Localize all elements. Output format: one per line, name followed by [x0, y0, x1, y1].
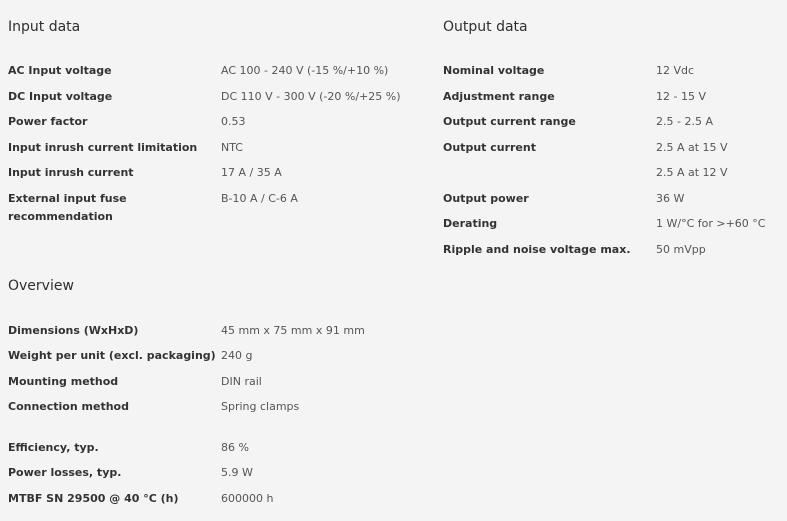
row-label: Derating	[443, 217, 498, 230]
row-label: Mounting method	[8, 375, 119, 388]
row-label: Power losses, typ.	[8, 466, 122, 479]
row-value: 2.5 - 2.5 A	[656, 115, 713, 128]
row-label: recommendation	[8, 210, 113, 223]
row-label: AC Input voltage	[8, 64, 112, 77]
row-value: Spring clamps	[221, 400, 300, 413]
row-label: Nominal voltage	[443, 64, 545, 77]
row-value: 36 W	[656, 192, 685, 205]
row-value: 0.53	[221, 115, 246, 128]
row-value: NTC	[221, 141, 243, 154]
row-value: 12 Vdc	[656, 64, 695, 77]
row-value: DIN rail	[221, 375, 262, 388]
row-label: Power factor	[8, 115, 88, 128]
row-value: 1 W/°C for >+60 °C	[656, 217, 766, 230]
row-value: 12 - 15 V	[656, 90, 706, 103]
row-label: Weight per unit (excl. packaging)	[8, 349, 216, 362]
row-value: 600000 h	[221, 492, 274, 505]
row-label: Adjustment range	[443, 90, 555, 103]
row-label: Output power	[443, 192, 529, 205]
output-data-title: Output data	[443, 19, 528, 35]
overview-title: Overview	[8, 278, 74, 294]
input-data-title: Input data	[8, 19, 81, 35]
row-value: 45 mm x 75 mm x 91 mm	[221, 324, 365, 337]
row-value: 2.5 A at 12 V	[656, 166, 728, 179]
row-value: 240 g	[221, 349, 253, 362]
row-label: Input inrush current limitation	[8, 141, 198, 154]
row-label: Output current range	[443, 115, 576, 128]
row-value: 17 A / 35 A	[221, 166, 282, 179]
row-value: DC 110 V - 300 V (-20 %/+25 %)	[221, 90, 401, 103]
row-value: 2.5 A at 15 V	[656, 141, 728, 154]
row-label: Dimensions (WxHxD)	[8, 324, 139, 337]
row-value: 5.9 W	[221, 466, 253, 479]
row-value: 50 mVpp	[656, 243, 706, 256]
row-value: B-10 A / C-6 A	[221, 192, 298, 205]
row-label: Connection method	[8, 400, 129, 413]
row-value: AC 100 - 240 V (-15 %/+10 %)	[221, 64, 389, 77]
row-label: External input fuse	[8, 192, 127, 205]
row-label: Input inrush current	[8, 166, 134, 179]
row-value: 86 %	[221, 441, 249, 454]
row-label: DC Input voltage	[8, 90, 113, 103]
row-label: Output current	[443, 141, 536, 154]
row-label: MTBF SN 29500 @ 40 °C (h)	[8, 492, 179, 505]
row-label: Efficiency, typ.	[8, 441, 99, 454]
row-label: Ripple and noise voltage max.	[443, 243, 631, 256]
